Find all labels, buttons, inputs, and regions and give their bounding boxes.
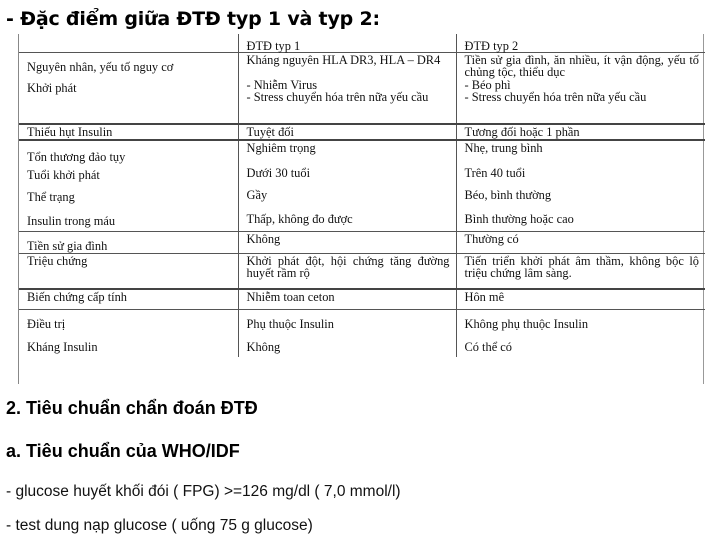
typ1-cell: Không: [238, 231, 456, 253]
bullet-ogtt: - test dung nạp glucose ( uống 75 g glucose): [6, 517, 313, 534]
typ2-cell: Thường có: [456, 231, 705, 253]
table-row: [19, 333, 705, 357]
row-label: Thể trạng: [27, 190, 75, 204]
row-label: Tiền sử gia đình: [19, 231, 238, 253]
table-row: [19, 207, 705, 231]
row-label: Thiếu hụt Insulin: [19, 124, 238, 140]
comparison-table: [19, 34, 705, 357]
typ2-cell: Nhẹ, trung bình: [456, 140, 705, 163]
subsection-title: a. Tiêu chuẩn của WHO/IDF: [6, 441, 240, 461]
row-label: Insulin trong máu: [27, 214, 116, 228]
typ1-cell: Thấp, không đo được: [238, 207, 456, 231]
bullet-fpg: - glucose huyết khối đói ( FPG) >=126 mg/dl ( 7,0 mmol/l): [6, 483, 401, 500]
typ1-cell: Dưới 30 tuổi: [238, 163, 456, 185]
table-row: [19, 140, 705, 163]
typ1-cell: - Nhiễm Virus - Stress chuyển hóa trên nữa yếu cầu: [238, 78, 456, 124]
typ1-cell: Kháng nguyên HLA DR3, HLA – DR4: [238, 53, 456, 79]
typ1-cell: Tuyệt đối: [238, 124, 456, 140]
typ1-cell: Không: [238, 333, 456, 357]
typ1-cell: Khởi phát đột, hội chứng tăng đường huyết rầm rộ: [238, 253, 456, 289]
typ1-cell: Phụ thuộc Insulin: [238, 309, 456, 333]
row-label: Nguyên nhân, yếu tố nguy cơ: [19, 53, 238, 79]
typ2-cell: Béo, bình thường: [456, 185, 705, 207]
typ2-cell: Tương đối hoặc 1 phần: [456, 124, 705, 140]
page-heading: - Đặc điểm giữa ĐTĐ typ 1 và typ 2:: [6, 8, 380, 30]
row-label: Khởi phát: [27, 81, 77, 95]
table-row: [19, 124, 705, 140]
header-cell-typ1: ĐTĐ typ 1: [238, 34, 456, 53]
typ2-cell: Không phụ thuộc Insulin: [456, 309, 705, 333]
table-row: [19, 253, 705, 289]
typ2-cell: Bình thường hoặc cao: [456, 207, 705, 231]
table-header-row: [19, 34, 705, 53]
typ2-cell: - Béo phì - Stress chuyển hóa trên nữa yếu cầu: [456, 78, 705, 124]
table-row: [19, 289, 705, 309]
typ1-cell: Nhiễm toan ceton: [238, 289, 456, 309]
header-cell-typ2: ĐTĐ typ 2: [456, 34, 705, 53]
row-label: Biến chứng cấp tính: [19, 289, 238, 309]
row-label: Kháng Insulin: [27, 340, 98, 354]
row-label: Điều trị: [19, 309, 238, 333]
row-label: Triệu chứng: [19, 253, 238, 289]
comparison-table-image: [18, 34, 704, 384]
header-cell-empty: [19, 34, 238, 53]
table-row: [19, 309, 705, 333]
typ1-cell: Gầy: [238, 185, 456, 207]
typ2-cell: Hôn mê: [456, 289, 705, 309]
table-row: [19, 78, 705, 124]
table-row: [19, 231, 705, 253]
table-row: [19, 163, 705, 185]
typ2-cell: Tiến triển khởi phát âm thầm, không bộc lộ triệu chứng lâm sàng.: [456, 253, 705, 289]
typ2-cell: Tiền sử gia đình, ăn nhiều, ít vận động, yếu tố chủng tộc, thiểu dục: [456, 53, 705, 79]
row-label: Tuổi khởi phát: [27, 168, 100, 182]
row-label: Tổn thương đảo tụy: [19, 140, 238, 163]
table-row: [19, 185, 705, 207]
typ2-cell: Trên 40 tuổi: [456, 163, 705, 185]
table-row: [19, 53, 705, 79]
typ2-cell: Có thể có: [456, 333, 705, 357]
section-title: 2. Tiêu chuẩn chẩn đoán ĐTĐ: [6, 398, 258, 418]
typ1-cell: Nghiêm trọng: [238, 140, 456, 163]
